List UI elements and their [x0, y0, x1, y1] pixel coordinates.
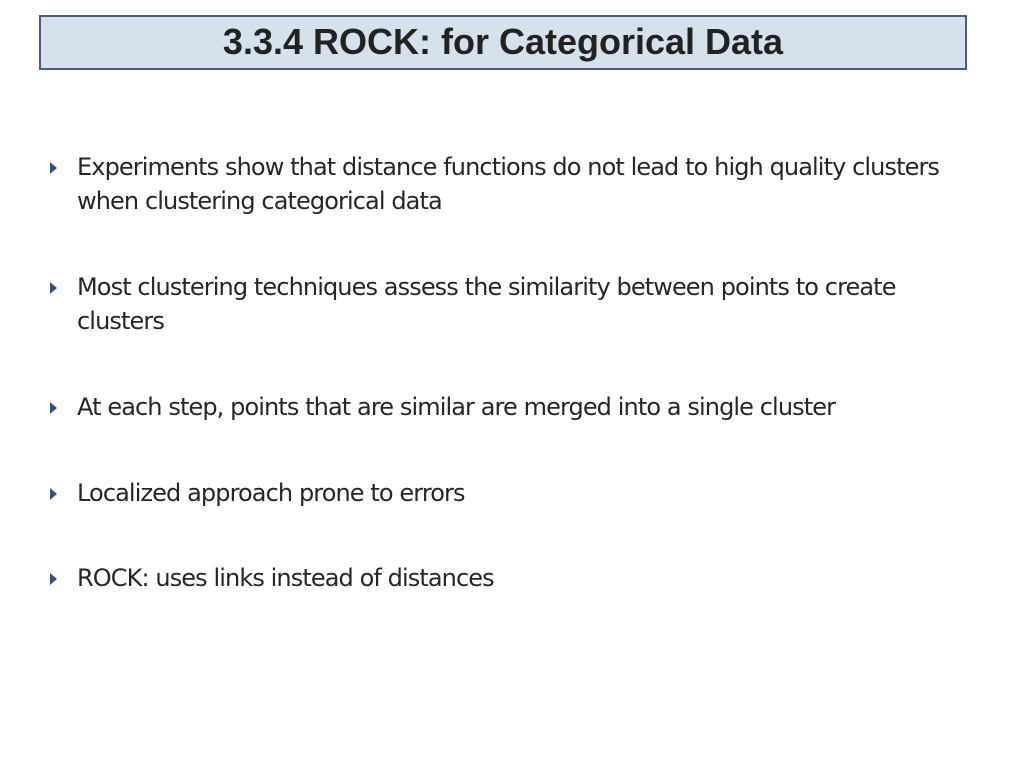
- slide-title: 3.3.4 ROCK: for Categorical Data: [222, 20, 784, 62]
- triangle-right-icon: [50, 488, 57, 500]
- title-banner: [39, 15, 967, 70]
- bullet-text: ROCK: uses links instead of distances: [77, 564, 494, 592]
- triangle-right-icon: [50, 162, 57, 174]
- triangle-right-icon: [50, 282, 57, 294]
- triangle-right-icon: [50, 402, 57, 414]
- bullet-item: [46, 390, 986, 424]
- bullet-item: [46, 150, 986, 218]
- bullet-item: [46, 476, 986, 510]
- bullet-text: Localized approach prone to errors: [77, 479, 465, 507]
- bullet-item: [46, 270, 986, 338]
- bullet-text: Most clustering techniques assess the similarity between points to create clusters: [77, 273, 896, 335]
- bullet-text: At each step, points that are similar are merged into a single cluster: [77, 393, 836, 421]
- bullet-list: [46, 150, 986, 595]
- bullet-item: [46, 561, 986, 595]
- bullet-text: Experiments show that distance functions do not lead to high quality clusters when clustering categorical data: [77, 153, 940, 215]
- triangle-right-icon: [50, 573, 57, 585]
